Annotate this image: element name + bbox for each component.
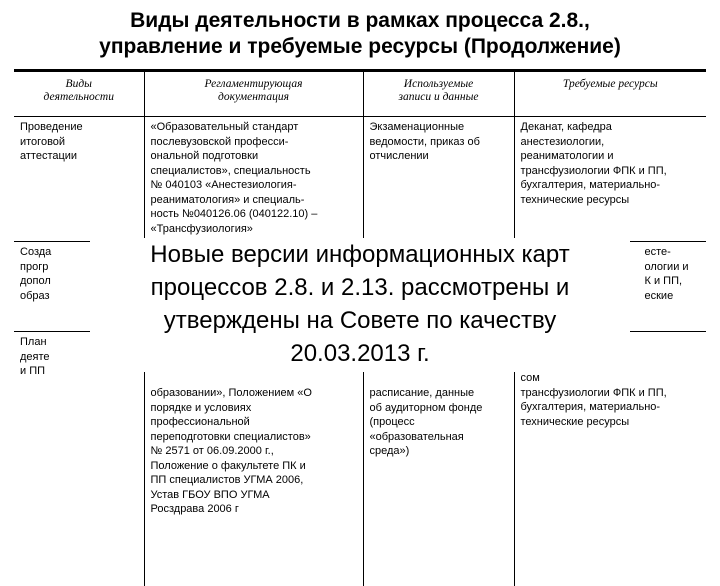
- cell-documentation: «Образовательный стандарт послевузовской професси- ональной подготовки специалистов», специальность № 040103 «Анестезиология- реаниматология» и специаль- ность №040126.06 (040122.10) – «Трансфузиология»: [144, 117, 363, 242]
- header-documentation: Регламентирующая документация: [144, 72, 363, 117]
- cell-documentation: образовании», Положением «О порядке и условиях профессиональной переподготовки специалистов» № 2571 от 06.09.2000 г., Положение о факультете ПК и ПП специалистов УГМА 2006, Устав ГБОУ ВПО УГМА Росздрава 2006 г: [144, 332, 363, 586]
- table-row: [14, 117, 706, 242]
- announcement-line-2: процессов 2.8. и 2.13. рассмотрены и: [90, 271, 630, 304]
- cell-resources: есте- ологии и К и ПП, еские: [514, 242, 706, 332]
- cell-resources: Деканат, кафедра анестезиологии, реаниматологии и трансфузиологии ФПК и ПП, бухгалтерия, материально- технические ресурсы: [514, 117, 706, 242]
- header-resources: Требуемые ресурсы: [514, 72, 706, 117]
- slide-title: [0, 8, 720, 60]
- cell-activity: Проведение итоговой аттестации: [14, 117, 144, 242]
- header-records: Используемые записи и данные: [363, 72, 514, 117]
- title-line-2: управление и требуемые ресурсы (Продолжение): [0, 34, 720, 60]
- announcement-line-1: Новые версии информационных карт: [90, 238, 630, 271]
- cell-resources: сом трансфузиологии ФПК и ПП, бухгалтерия, материально- технические ресурсы: [514, 332, 706, 586]
- cell-activity: План деяте и ПП: [14, 332, 144, 586]
- announcement-line-4: 20.03.2013 г.: [90, 337, 630, 370]
- table-header-row: [14, 72, 706, 117]
- cell-records: расписание, данные об аудиторном фонде (процесс «образовательная среда»): [363, 332, 514, 586]
- cell-activity: Созда прогр допол образ: [14, 242, 144, 332]
- cell-records: Экзаменационные ведомости, приказ об отчислении: [363, 117, 514, 242]
- header-activities: Виды деятельности: [14, 72, 144, 117]
- announcement-text: [90, 238, 630, 370]
- announcement-line-3: утверждены на Совете по качеству: [90, 304, 630, 337]
- title-line-1: Виды деятельности в рамках процесса 2.8.,: [0, 8, 720, 34]
